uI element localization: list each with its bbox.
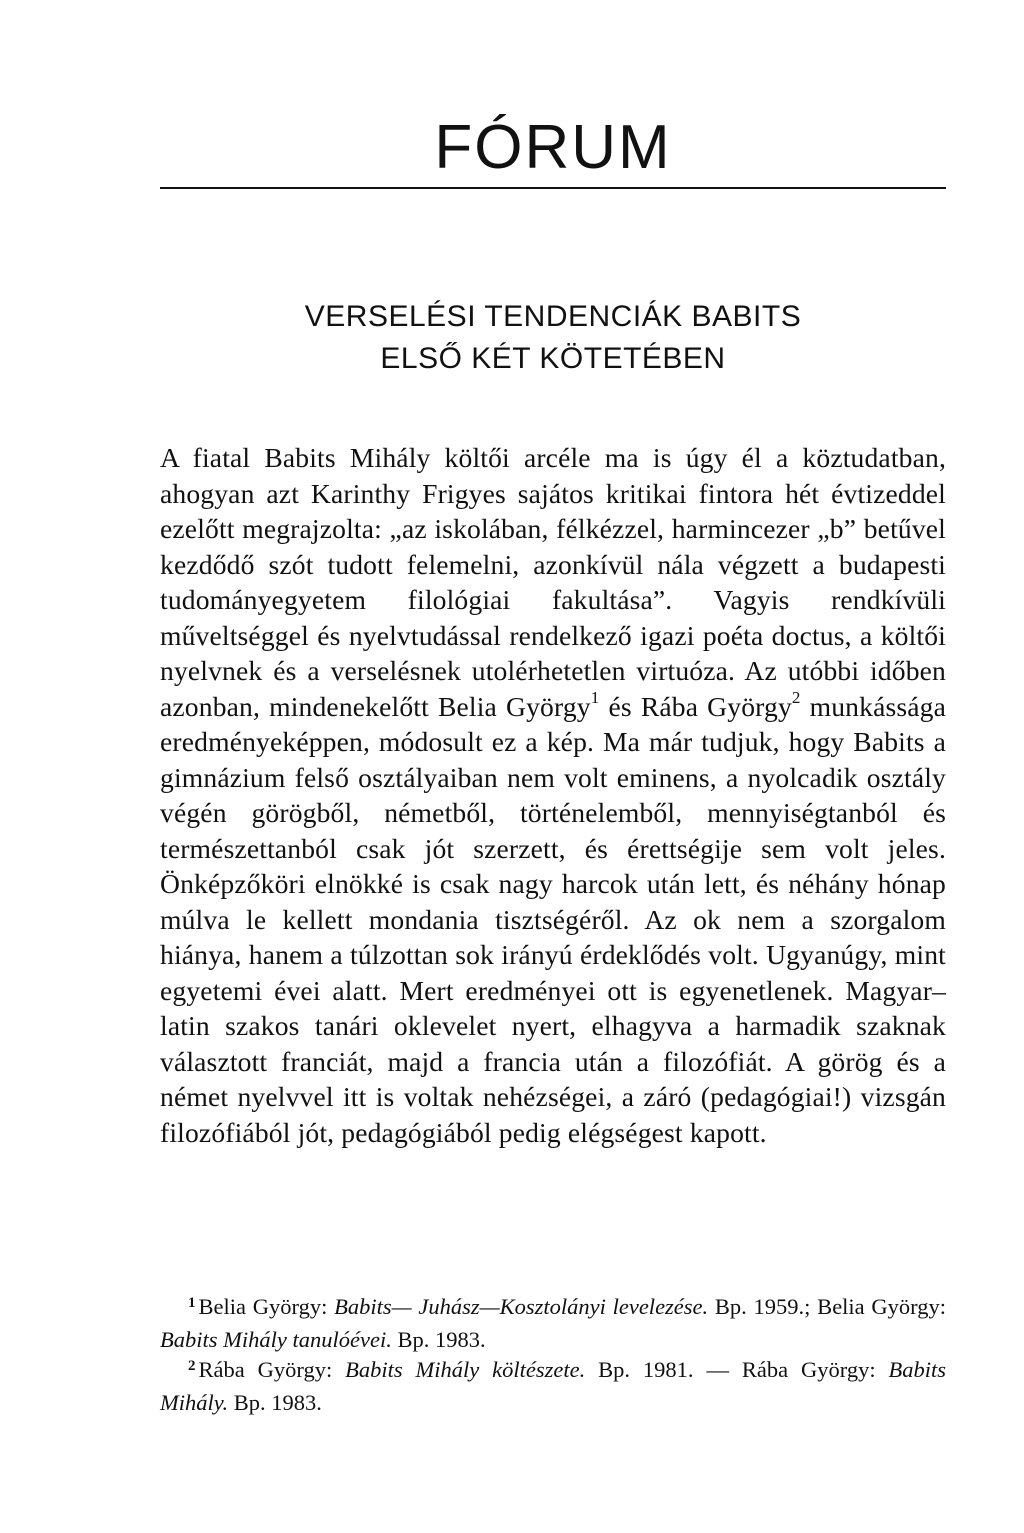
- title-divider: [160, 187, 946, 189]
- footnote-2: [160, 1355, 946, 1418]
- body-text-part-3: munkássága eredményeképpen, módosult ez a kép. Ma már tudjuk, hogy Babits a gimnázium felső osztályaiban nem volt eminens, a nyolcadik osztály végén görögből, németből, történelemből, mennyiségtanból és természettanból csak jót szerzett, és érettségije sem volt jeles. Önképzőköri elnökké is csak nagy harcok után lett, és néhány hónap múlva le kellett mondania tisztségéről. Az ok nem a szorgalom hiánya, hanem a túlzottan sok irányú érdeklődés volt. Ugyanúgy, mint egyetemi évei alatt. Mert eredményei ott is egyenetlenek. Magyar–latin szakos tanári oklevelet nyert, elhagyva a harmadik szaknak választott franciát, majd a francia után a filozófiát. A görög és a német nyelvvel itt is voltak nehézségei, a záró (pedagógiai!) vizsgán filozófiából jót, pedagógiából pedig elégségest kapott.: [160, 690, 946, 1148]
- footnote-book-title: Babits— Juhász—Kosztolányi levelezése.: [334, 1294, 709, 1319]
- footnote-text: Belia György:: [198, 1294, 335, 1319]
- footnote-text: Rába György:: [198, 1357, 346, 1382]
- footnote-ref-2[interactable]: 2: [791, 688, 801, 708]
- footnote-mark: 1: [188, 1295, 196, 1311]
- body-text-part-1: A fiatal Babits Mihály költői arcéle ma is úgy él a köztudatban, ahogyan azt Karinthy Frigyes sajátos kritikai fintora hét évtizeddel ezelőtt megrajzolta: „az iskolában, félkézzel, harmincezer „b” betűvel kezdődő szót tudott felemelni, azonkívül nála végzett a budapesti tudományegyetem filológiai fakultása”. Vagyis rendkívüli műveltséggel és nyelvtudással rendelkező igazi poéta doctus, a költői nyelvnek és a verselésnek utolérhetetlen virtuóza. Az utóbbi időben azonban, mindenekelőtt Belia György: [160, 442, 946, 722]
- footnote-1: [160, 1292, 946, 1355]
- article-title: [160, 296, 946, 380]
- footnote-book-title: Babits Mihály költészete.: [345, 1357, 586, 1382]
- footnote-text: Bp. 1959.; Belia György:: [708, 1294, 946, 1319]
- article-title-line-2: ELSŐ KÉT KÖTETÉBEN: [380, 342, 726, 375]
- section-title: FÓRUM: [434, 113, 672, 182]
- footnote-mark: 2: [188, 1358, 196, 1374]
- footnote-book-title: Babits Mihály tanulóévei.: [160, 1327, 392, 1352]
- body-text-part-2: és Rába György: [599, 690, 792, 722]
- footnote-text: Bp. 1981. — Rába György:: [585, 1357, 889, 1382]
- footnote-ref-1[interactable]: 1: [590, 688, 600, 708]
- article-title-line-1: VERSELÉSI TENDENCIÁK BABITS: [304, 300, 802, 333]
- footnotes: [160, 1292, 946, 1418]
- footnote-text: Bp. 1983.: [228, 1390, 322, 1415]
- body-paragraph: [160, 440, 946, 1150]
- footnote-book-title: Babits Mihály.: [160, 1357, 946, 1415]
- footnote-text: Bp. 1983.: [391, 1327, 486, 1352]
